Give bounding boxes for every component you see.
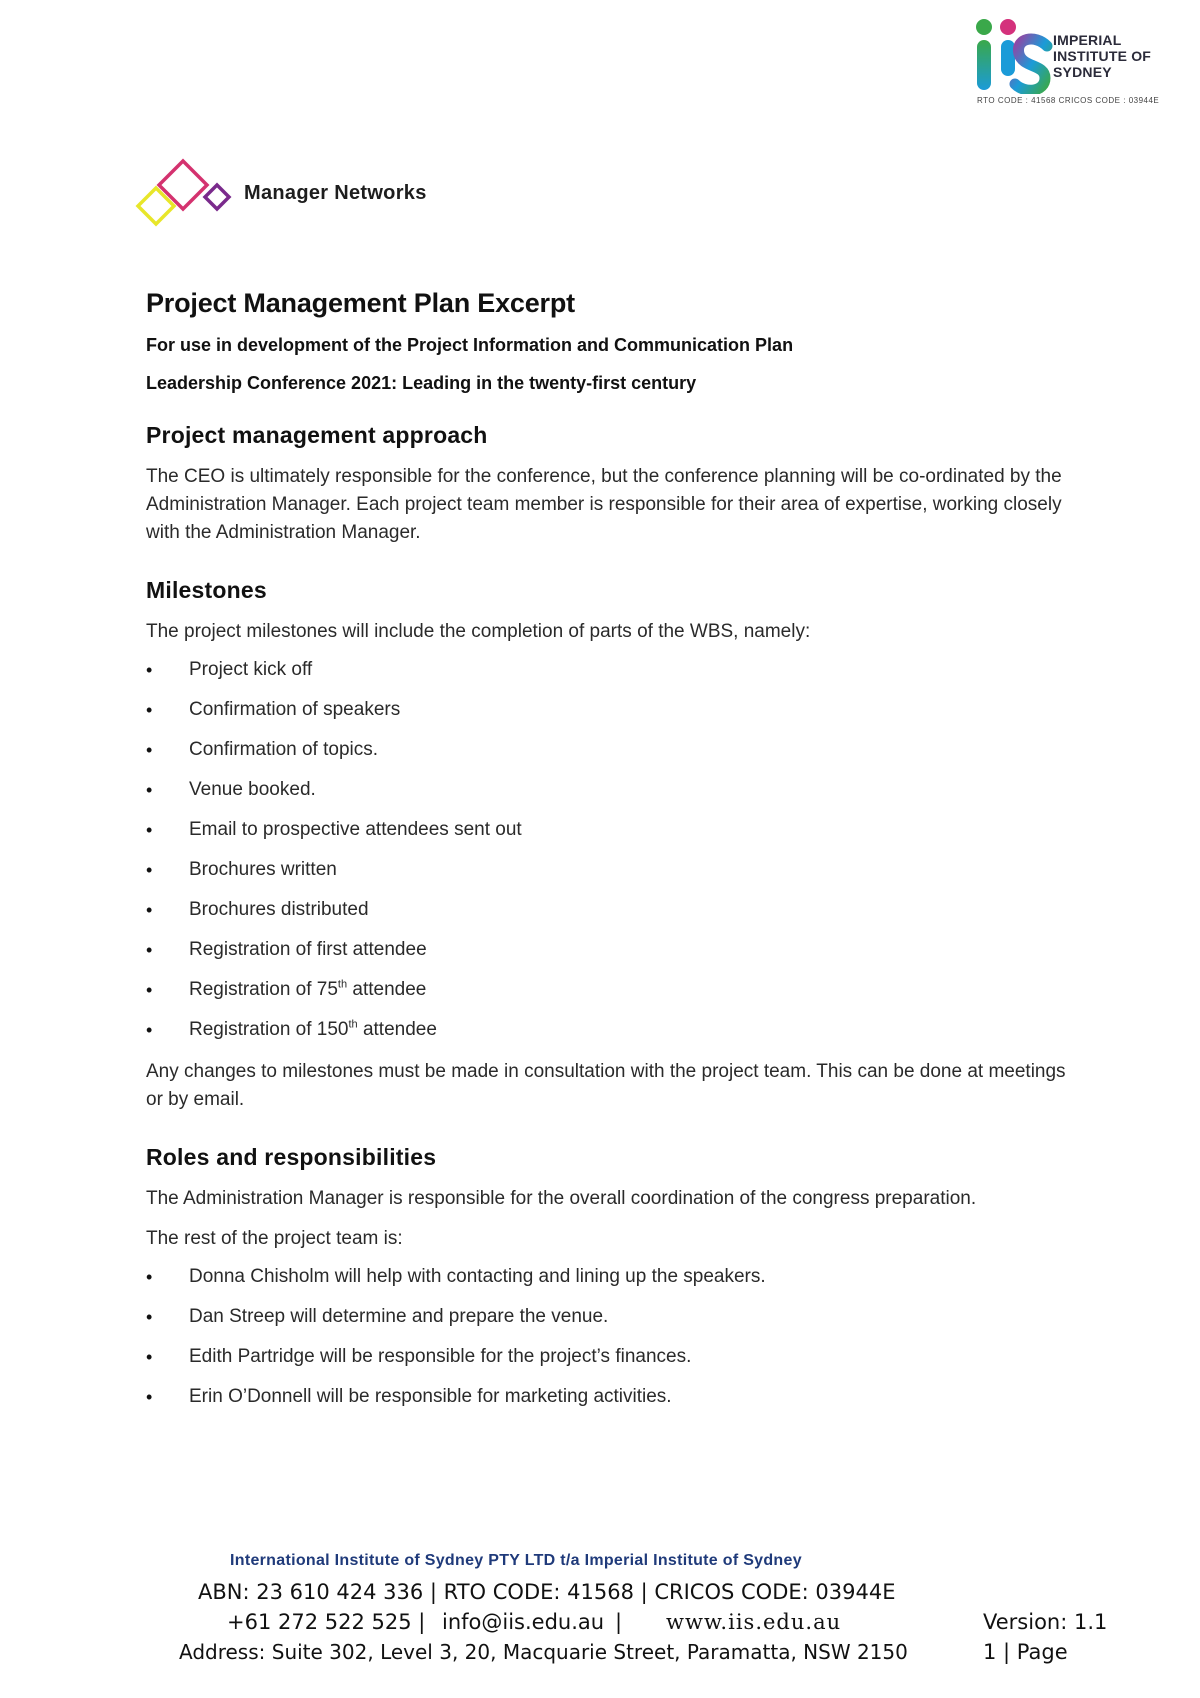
- bullet-icon: •: [146, 1267, 153, 1287]
- diamond-logo-icon: [133, 157, 233, 232]
- bullet-icon: •: [146, 740, 153, 760]
- list-item: [146, 898, 1076, 922]
- list-item-text: attendee: [357, 1019, 437, 1040]
- list-item: [146, 818, 1076, 842]
- bullet-icon: •: [146, 940, 153, 960]
- list-item: [146, 1305, 1076, 1329]
- bullet-icon: •: [146, 900, 153, 920]
- list-item-text: Confirmation of topics.: [189, 739, 379, 760]
- list-item: [146, 978, 1076, 1002]
- list-item-text: Venue booked.: [189, 779, 316, 800]
- list-item-text: Registration of 75: [189, 979, 338, 1000]
- team-list: [146, 1265, 1076, 1409]
- list-item: [146, 1385, 1076, 1409]
- document-body: [146, 288, 1076, 1425]
- list-item-text: attendee: [347, 979, 427, 1000]
- list-item: [146, 658, 1076, 682]
- document-subtitle: For use in development of the Project Information and Communication Plan: [146, 335, 794, 355]
- footer-email[interactable]: info@iis.edu.au: [442, 1610, 605, 1634]
- list-item: [146, 1345, 1076, 1369]
- list-item: [146, 858, 1076, 882]
- list-item: [146, 938, 1076, 962]
- list-item-text: Email to prospective attendees sent out: [189, 819, 522, 840]
- footer-separator: |: [615, 1610, 623, 1634]
- list-item-text: Registration of 150: [189, 1019, 349, 1040]
- institute-codes: RTO CODE : 41568 CRICOS CODE : 03944E: [977, 96, 1160, 105]
- footer-phone: +61 272 522 525 |: [227, 1610, 426, 1634]
- footer-address: Address: Suite 302, Level 3, 20, Macquarie Street, Paramatta, NSW 2150: [179, 1640, 908, 1664]
- bullet-icon: •: [146, 1387, 153, 1407]
- section-milestones: [146, 577, 1076, 1114]
- institute-logo: [975, 18, 1180, 110]
- bullet-icon: •: [146, 660, 153, 680]
- section-heading: Milestones: [146, 577, 267, 603]
- footer-codes: ABN: 23 610 424 336 | RTO CODE: 41568 | CRICOS CODE: 03944E: [198, 1580, 896, 1604]
- brand-logo: [133, 157, 463, 232]
- list-item-text: Confirmation of speakers: [189, 699, 401, 720]
- section-roles: [146, 1144, 1076, 1409]
- footer-version: Version: 1.1: [983, 1610, 1108, 1634]
- section-approach: [146, 422, 1076, 547]
- list-item-text: Donna Chisholm will help with contacting and lining up the speakers.: [189, 1266, 766, 1287]
- document-subtitle: Leadership Conference 2021: Leading in the twenty-first century: [146, 373, 697, 393]
- footer-website[interactable]: www.iis.edu.au: [666, 1610, 842, 1634]
- institute-name-line: INSTITUTE OF: [1053, 48, 1152, 64]
- ordinal-suffix: th: [337, 978, 348, 991]
- paragraph: The rest of the project team is:: [146, 1228, 403, 1249]
- bullet-icon: •: [146, 1020, 153, 1040]
- institute-name-line: SYDNEY: [1053, 64, 1112, 80]
- list-item: [146, 1265, 1076, 1289]
- document-title: Project Management Plan Excerpt: [146, 288, 575, 318]
- list-item: [146, 738, 1076, 762]
- list-item: [146, 778, 1076, 802]
- bullet-icon: •: [146, 1347, 153, 1367]
- institute-name-line: IMPERIAL: [1053, 32, 1122, 48]
- section-heading: Roles and responsibilities: [146, 1144, 437, 1170]
- paragraph: Any changes to milestones must be made in consultation with the project team. This can be done at meetings or by email.: [146, 1061, 1066, 1110]
- bullet-icon: •: [146, 980, 153, 1000]
- bullet-icon: •: [146, 860, 153, 880]
- footer-company: International Institute of Sydney PTY LTD t/a Imperial Institute of Sydney: [230, 1552, 802, 1569]
- paragraph: The CEO is ultimately responsible for the conference, but the conference planning will be co-ordinated by the Administration Manager. Each project team member is responsible for their area of expertise, working closely with the Administration Manager.: [146, 466, 1062, 543]
- bullet-icon: •: [146, 820, 153, 840]
- section-heading: Project management approach: [146, 422, 488, 448]
- list-item: [146, 1018, 1076, 1042]
- institute-logo-mark-icon: [975, 18, 1053, 94]
- bullet-icon: •: [146, 1307, 153, 1327]
- paragraph: The Administration Manager is responsible for the overall coordination of the congress preparation.: [146, 1188, 977, 1209]
- ordinal-suffix: th: [348, 1018, 358, 1031]
- list-item-text: Project kick off: [189, 659, 313, 680]
- bullet-icon: •: [146, 700, 153, 720]
- paragraph: The project milestones will include the completion of parts of the WBS, namely:: [146, 621, 811, 642]
- list-item-text: Brochures written: [189, 859, 337, 880]
- institute-name: [1053, 32, 1151, 80]
- list-item-text: Edith Partridge will be responsible for the project’s finances.: [189, 1346, 692, 1367]
- bullet-icon: •: [146, 780, 153, 800]
- milestone-list: [146, 658, 1076, 1042]
- list-item-text: Registration of first attendee: [189, 939, 427, 960]
- list-item-text: Brochures distributed: [189, 899, 369, 920]
- list-item-text: Dan Streep will determine and prepare the venue.: [189, 1306, 609, 1327]
- list-item-text: Erin O’Donnell will be responsible for marketing activities.: [189, 1386, 672, 1407]
- list-item: [146, 698, 1076, 722]
- footer-page-number: 1 | Page: [983, 1640, 1068, 1664]
- brand-name: Manager Networks: [244, 182, 427, 204]
